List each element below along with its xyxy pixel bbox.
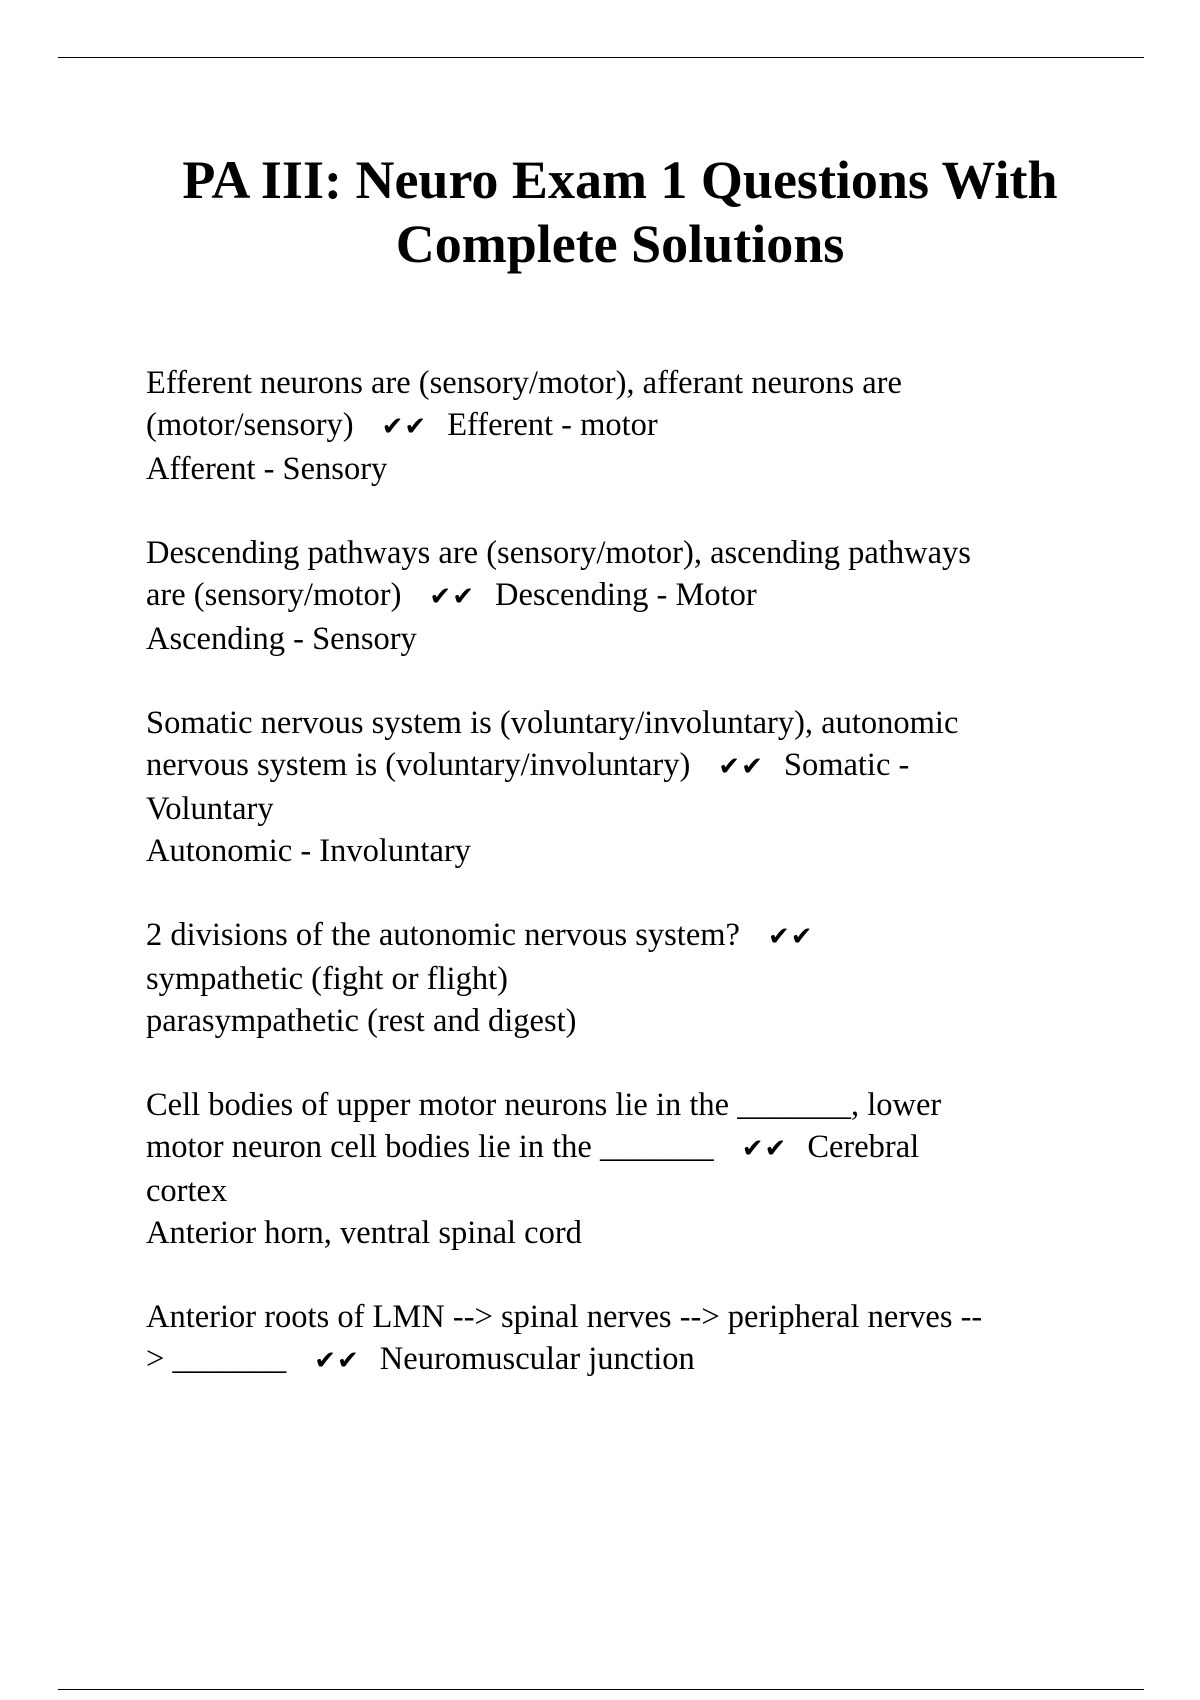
qa-item-efferent-afferent bbox=[146, 362, 1096, 490]
question-text: 2 divisions of the autonomic nervous system? bbox=[146, 917, 740, 953]
question-text: (motor/sensory) bbox=[146, 407, 354, 443]
qa-item-pathways bbox=[146, 532, 1096, 660]
title-line-2: Complete Solutions bbox=[395, 214, 845, 274]
question-answer-line bbox=[146, 744, 1096, 788]
title-line-1: PA III: Neuro Exam 1 Questions With bbox=[182, 150, 1058, 210]
question-text: nervous system is (voluntary/involuntary) bbox=[146, 747, 691, 783]
qa-item-nervous-system bbox=[146, 702, 1096, 872]
question-line: Anterior roots of LMN --> spinal nerves --> peripheral nerves -- bbox=[146, 1299, 983, 1335]
qa-list bbox=[146, 362, 1096, 1424]
qa-item-motor-neurons bbox=[146, 1084, 1096, 1254]
answer-text: Efferent - motor bbox=[447, 407, 658, 443]
question-line: Somatic nervous system is (voluntary/involuntary), autonomic bbox=[146, 705, 959, 741]
question-text: motor neuron cell bodies lie in the _______ bbox=[146, 1129, 714, 1165]
answer-line: Autonomic - Involuntary bbox=[146, 833, 471, 869]
bottom-divider bbox=[58, 1689, 1144, 1690]
answer-line: cortex bbox=[146, 1173, 228, 1209]
answer-text: Descending - Motor bbox=[494, 577, 757, 613]
top-divider bbox=[58, 57, 1144, 58]
answer-line: parasympathetic (rest and digest) bbox=[146, 1003, 577, 1039]
question-line: Cell bodies of upper motor neurons lie in the _______, lower bbox=[146, 1087, 942, 1123]
double-check-icon: ✔✔ bbox=[741, 1134, 788, 1164]
answer-line: Afferent - Sensory bbox=[146, 451, 388, 487]
double-check-icon: ✔✔ bbox=[429, 582, 475, 612]
answer-text: Cerebral bbox=[807, 1129, 920, 1165]
question-answer-line bbox=[146, 404, 1096, 448]
question-answer-line bbox=[146, 1338, 1096, 1382]
answer-line: Ascending - Sensory bbox=[146, 621, 417, 657]
question-answer-line bbox=[146, 574, 1096, 618]
question-line: Efferent neurons are (sensory/motor), afferant neurons are bbox=[146, 365, 902, 401]
double-check-icon: ✔✔ bbox=[381, 412, 428, 442]
answer-text: Somatic - bbox=[783, 747, 910, 783]
question-text: are (sensory/motor) bbox=[146, 577, 402, 613]
question-answer-line bbox=[146, 1126, 1096, 1170]
question-line bbox=[146, 914, 1096, 958]
qa-item-autonomic-divisions bbox=[146, 914, 1096, 1042]
double-check-icon: ✔✔ bbox=[718, 752, 764, 782]
double-check-icon: ✔✔ bbox=[314, 1346, 360, 1376]
answer-line: sympathetic (fight or flight) bbox=[146, 961, 508, 997]
question-line: Descending pathways are (sensory/motor), ascending pathways bbox=[146, 535, 971, 571]
answer-text: Neuromuscular junction bbox=[379, 1341, 695, 1377]
answer-line: Anterior horn, ventral spinal cord bbox=[146, 1215, 582, 1251]
page-title bbox=[100, 148, 1140, 276]
qa-item-lmn-roots bbox=[146, 1296, 1096, 1382]
question-text: > _______ bbox=[146, 1341, 287, 1377]
double-check-icon: ✔✔ bbox=[767, 922, 814, 952]
answer-line: Voluntary bbox=[146, 791, 274, 827]
